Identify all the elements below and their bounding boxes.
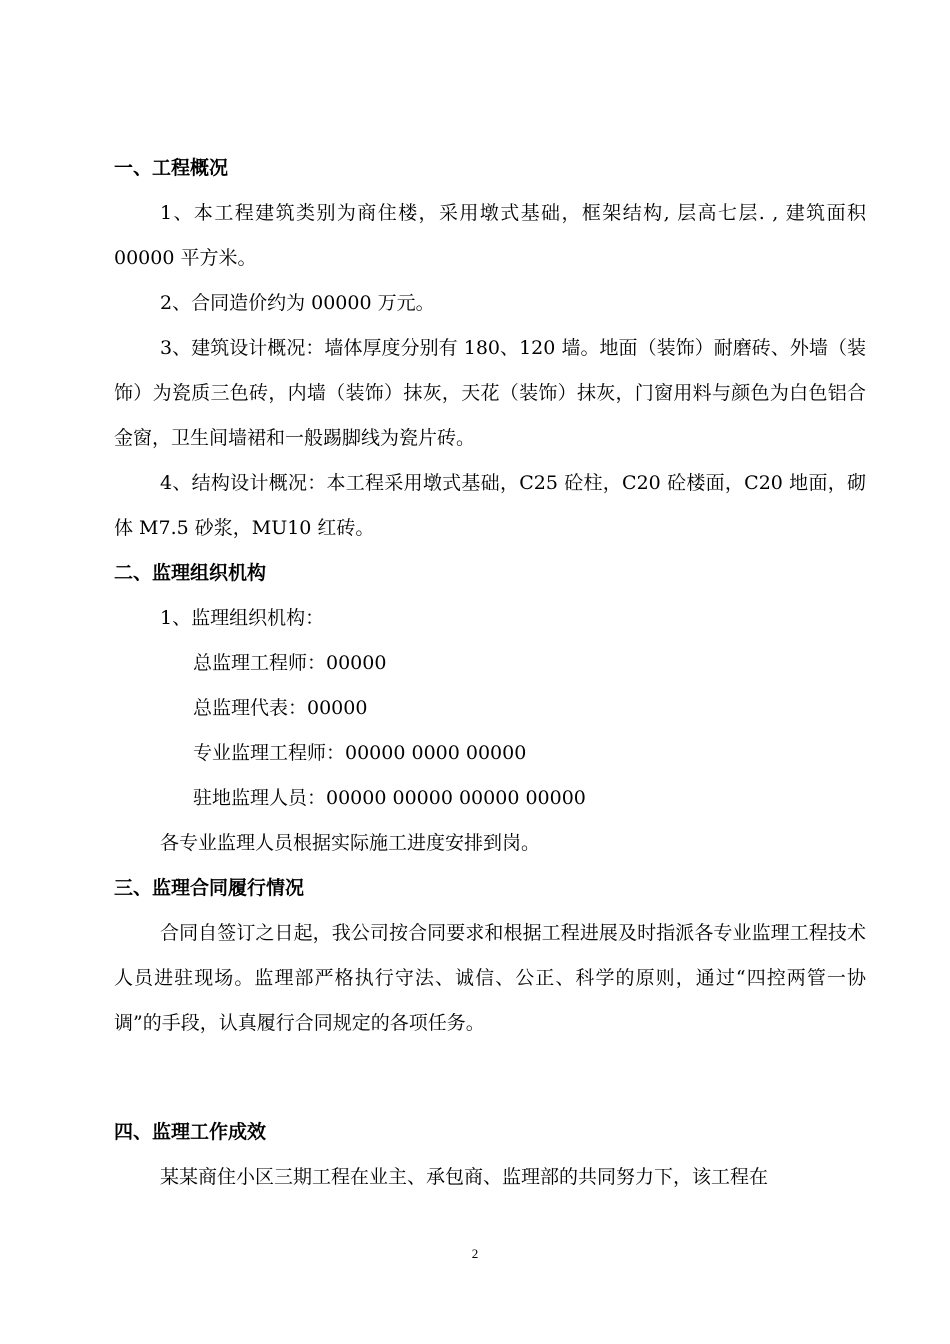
paragraph-results: 某某商住小区三期工程在业主、承包商、监理部的共同努力下，该工程在 <box>160 1166 769 1188</box>
organization-intro: 1、监理组织机构： <box>160 607 325 629</box>
page-number: 2 <box>471 1246 479 1261</box>
role-chief-engineer: 总监理工程师：00000 <box>193 652 387 674</box>
organization-note: 各专业监理人员根据实际施工进度安排到岗。 <box>160 832 541 854</box>
paragraph-contract-performance: 合同自签订之日起，我公司按合同要求和根据工程进展及时指派各专业监理工程技术人员进驻现场。监理部严格执行守法、诚信、公正、科学的原则，通过“四控两管一协调”的手段，认真履行合同规定的各项任务。 <box>114 922 866 1034</box>
section-heading-results: 四、监理工作成效 <box>114 1121 267 1143</box>
paragraph-structure-design: 4、结构设计概况：本工程采用墩式基础，C25 砼柱，C20 砼楼面，C20 地面，砌体 M7.5 砂浆，MU10 红砖。 <box>114 472 866 539</box>
document-body <box>114 146 866 1200</box>
section-heading-organization: 二、监理组织机构 <box>114 562 267 584</box>
section-heading-project-overview: 一、工程概况 <box>114 157 229 179</box>
role-chief-representative: 总监理代表：00000 <box>193 697 368 719</box>
role-specialist-engineer: 专业监理工程师：00000 0000 00000 <box>193 742 527 764</box>
paragraph-architecture-design: 3、建筑设计概况：墙体厚度分别有 180、120 墙。地面（装饰）耐磨砖、外墙（装饰）为瓷质三色砖，内墙（装饰）抹灰，天花（装饰）抹灰，门窗用料与颜色为白色铝合金窗，卫生间墙裙和一般踢脚线为瓷片砖。 <box>114 337 866 449</box>
role-resident-staff: 驻地监理人员：00000 00000 00000 00000 <box>193 787 586 809</box>
blank-spacer <box>114 1046 866 1110</box>
paragraph-contract-price: 2、合同造价约为 00000 万元。 <box>160 292 435 314</box>
section-heading-contract-performance: 三、监理合同履行情况 <box>114 877 305 899</box>
paragraph-building-type: 1、本工程建筑类别为商住楼，采用墩式基础，框架结构, 层高七层. , 建筑面积 00000 平方米。 <box>114 202 866 269</box>
